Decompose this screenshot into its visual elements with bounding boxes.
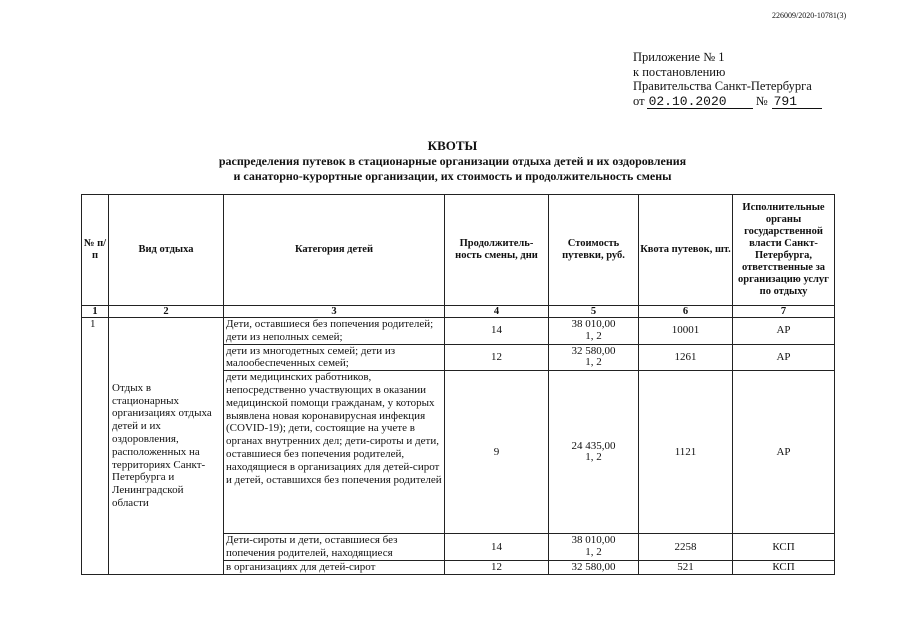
category-cell: в организациях для детей-сирот — [224, 560, 445, 574]
cost-cell — [549, 534, 639, 561]
cost-value: 38 010,00 — [571, 534, 616, 547]
cost-note: 1, 2 — [585, 451, 602, 464]
doc-subtitle-line-1: распределения путевок в стационарные организации отдыха детей и их оздоровления — [218, 154, 687, 168]
header-organs: Исполнительные органы государственной власти Санкт-Петербурга, ответственные за организацию услуг по отдыху — [733, 195, 835, 306]
header-row — [82, 195, 835, 306]
cost-cell — [549, 371, 639, 534]
header-cost: Стоимость путевки, руб. — [549, 195, 639, 306]
cost-note: 1, 2 — [585, 545, 602, 558]
col-number: 4 — [445, 306, 549, 318]
appendix-date-line — [633, 94, 822, 109]
doc-title: КВОТЫ — [427, 138, 478, 153]
duration-cell: 14 — [445, 534, 549, 561]
category-cell: дети медицинских работников, непосредственно участвующих в оказании медицинской помощи гражданам, у которых выявлена новая коронавирусная инфекция (COVID-19); дети, состоящие на учете в органах внутренних дел; дети-сироты и дети, оставшиеся без попечения родителей, находящиеся в организациях для детей-сирот и детей, оставшихся без попечения родителей — [224, 371, 445, 534]
quota-cell: 1261 — [639, 344, 733, 371]
duration-cell: 12 — [445, 560, 549, 574]
header-category: Категория детей — [224, 195, 445, 306]
resolution-date: 02.10.2020 — [647, 96, 753, 109]
header-quota: Квота путевок, шт. — [639, 195, 733, 306]
cost-cell: 32 580,00 — [549, 560, 639, 574]
category-cell: Дети-сироты и дети, оставшиеся без попечения родителей, находящиеся — [224, 534, 445, 561]
appendix-line-3: Правительства Санкт-Петербурга — [633, 79, 812, 93]
group-number: 1 — [82, 318, 109, 575]
col-number: 7 — [733, 306, 835, 318]
duration-cell: 14 — [445, 318, 549, 345]
header-vid: Вид отдыха — [109, 195, 224, 306]
group-vid: Отдых в стационарных организациях отдыха детей и их оздоровления, расположенных на территориях Санкт-Петербурга и Ленинградской области — [109, 318, 224, 575]
col-number: 6 — [639, 306, 733, 318]
cost-note: 1, 2 — [585, 356, 602, 369]
doc-subtitle-line-2: и санаторно-курортные организации, их стоимость и продолжительность смены — [233, 169, 672, 183]
quota-table — [81, 194, 835, 575]
cost-value: 32 580,00 — [571, 344, 616, 357]
duration-cell: 9 — [445, 371, 549, 534]
table-row — [82, 318, 835, 345]
appendix-line-1: Приложение № 1 — [633, 50, 725, 64]
organ-cell: КСП — [733, 560, 835, 574]
category-cell: Дети, оставшиеся без попечения родителей; дети из неполных семей; — [224, 318, 445, 345]
header-duration: Продолжитель-ность смены, дни — [445, 195, 549, 306]
quota-cell: 1121 — [639, 371, 733, 534]
cost-value: 24 435,00 — [571, 439, 616, 452]
cost-value: 38 010,00 — [571, 318, 616, 331]
organ-cell: АР — [733, 318, 835, 345]
quota-cell: 521 — [639, 560, 733, 574]
cost-note: 1, 2 — [585, 329, 602, 342]
duration-cell: 12 — [445, 344, 549, 371]
header-num: № п/п — [82, 195, 109, 306]
number-label: № — [755, 93, 768, 108]
organ-cell: АР — [733, 344, 835, 371]
column-numbers-row — [82, 306, 835, 318]
document-number: 226009/2020-10781(3) — [772, 11, 847, 20]
appendix-line-2: к постановлению — [633, 64, 726, 79]
cost-cell — [549, 344, 639, 371]
resolution-number: 791 — [772, 96, 822, 109]
quota-cell: 10001 — [639, 318, 733, 345]
organ-cell: КСП — [733, 534, 835, 561]
quota-cell: 2258 — [639, 534, 733, 561]
col-number: 5 — [549, 306, 639, 318]
cost-cell — [549, 318, 639, 345]
col-number: 1 — [82, 306, 109, 318]
col-number: 3 — [224, 306, 445, 318]
organ-cell: АР — [733, 371, 835, 534]
from-label: от — [633, 93, 645, 108]
category-cell: дети из многодетных семей; дети из малообеспеченных семей; — [224, 344, 445, 371]
appendix-block — [633, 50, 822, 109]
col-number: 2 — [109, 306, 224, 318]
